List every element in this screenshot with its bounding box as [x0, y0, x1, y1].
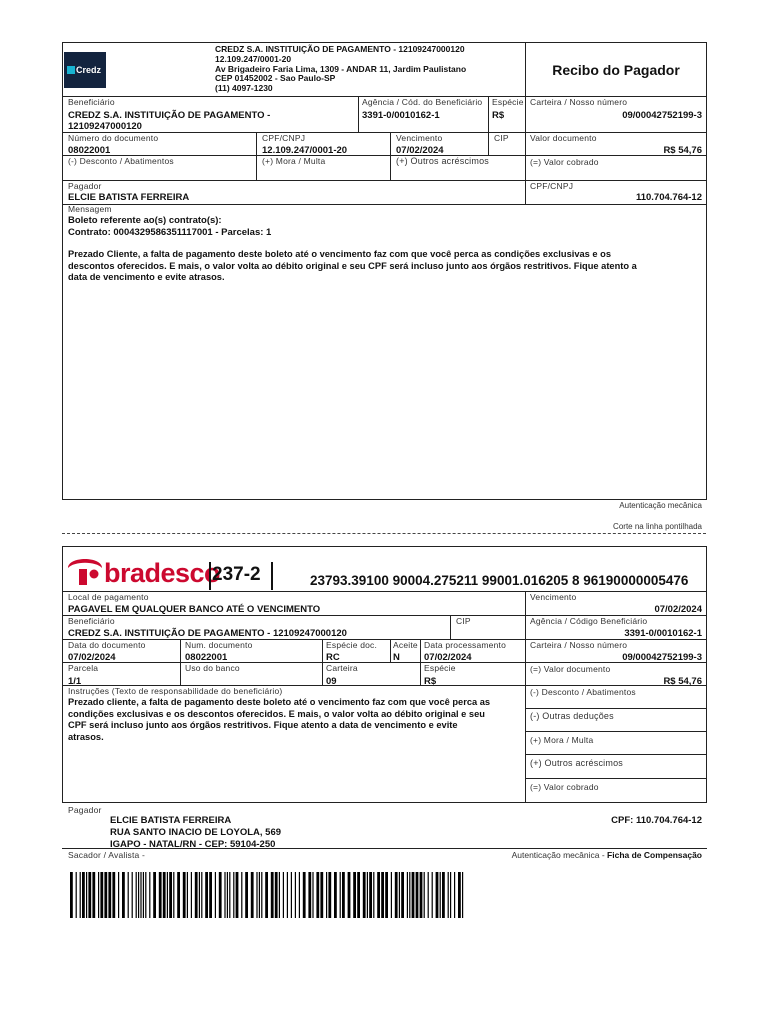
- barcode-bar: [450, 872, 451, 918]
- slip-agencia-label: Agência / Código Beneficiário: [530, 616, 648, 626]
- barcode-bar: [373, 872, 374, 918]
- slip-carteira-value: 09: [326, 676, 337, 687]
- company-line: 12.109.247/0001-20: [215, 53, 292, 64]
- barcode-bar: [215, 872, 216, 918]
- barcode-bar: [291, 872, 292, 918]
- barcode-bar: [153, 872, 156, 918]
- parcela-label: Parcela: [68, 663, 99, 673]
- barcode-bar: [201, 872, 202, 918]
- barcode-bar: [448, 872, 449, 918]
- num-doc-label: Num. documento: [185, 640, 253, 650]
- instrucoes-text: [68, 697, 490, 743]
- data-doc-value: 07/02/2024: [68, 652, 116, 663]
- barcode-bar: [416, 872, 419, 918]
- barcode-bar: [122, 872, 125, 918]
- barcode-bar: [143, 872, 144, 918]
- barcode-bar: [275, 872, 278, 918]
- instrucoes-line: Prezado cliente, a falta de pagamento deste boleto até o vencimento faz com que você perca as: [68, 697, 491, 707]
- barcode-bar: [224, 872, 225, 918]
- agencia-value: 3391-0/0010162-1: [362, 110, 440, 121]
- data-proc-value: 07/02/2024: [424, 652, 472, 663]
- slip-valordoc-value: R$ 54,76: [663, 676, 702, 687]
- slip-vencimento-label: Vencimento: [530, 592, 577, 602]
- barcode-bar: [138, 872, 139, 918]
- slip-outros-label: (+) Outros acréscimos: [530, 758, 623, 768]
- barcode-bar: [233, 872, 234, 918]
- barcode-bar: [442, 872, 445, 918]
- barcode-bar: [132, 872, 133, 918]
- barcode-bar: [259, 872, 260, 918]
- barcode-bar: [308, 872, 311, 918]
- barcode-bar: [256, 872, 257, 918]
- local-value: PAGAVEL EM QUALQUER BANCO ATÉ O VENCIMENTO: [68, 604, 321, 615]
- beneficiario-value-2: 12109247000120: [68, 121, 142, 132]
- slip-cobrado-label: (=) Valor cobrado: [530, 782, 599, 792]
- barcode-bar: [108, 872, 111, 918]
- pagador-value: ELCIE BATISTA FERREIRA: [68, 192, 190, 203]
- barcode-bar: [458, 872, 461, 918]
- receipt-autenticacao: Autenticação mecânica: [619, 501, 702, 510]
- numdoc-value: 08022001: [68, 145, 111, 156]
- barcode-bar: [407, 872, 408, 918]
- barcode-bar: [363, 872, 366, 918]
- slip-pagador-label: Pagador: [68, 805, 102, 815]
- barcode-bar: [145, 872, 146, 918]
- instrucoes-line: CPF será incluso junto aos órgãos restritivos. Fique atento a data de vencimento e evite: [68, 720, 458, 730]
- corte-label: Corte na linha pontilhada: [613, 522, 702, 531]
- uso-banco-label: Uso do banco: [185, 663, 240, 673]
- aceite-value: N: [393, 652, 400, 663]
- linha-digitavel: 23793.39100 90004.275211 99001.016205 8 96190000005476: [310, 573, 689, 588]
- carteira-nosso-label: Carteira / Nosso número: [530, 640, 628, 650]
- barcode-bar: [80, 872, 81, 918]
- slip-autenticacao-text: Autenticação mecânica -: [511, 850, 608, 860]
- pagador-label: Pagador: [68, 181, 102, 191]
- slip-cip-label: CIP: [456, 616, 471, 626]
- barcode-bar: [399, 872, 400, 918]
- parcela-value: 1/1: [68, 676, 82, 687]
- pag-cpf-label: CPF/CNPJ: [530, 181, 574, 191]
- data-proc-label: Data processamento: [424, 640, 507, 650]
- barcode-bar: [409, 872, 410, 918]
- barcode-bar: [328, 872, 331, 918]
- barcode-bar: [436, 872, 439, 918]
- bradesco-logo-icon: [64, 550, 106, 590]
- pag-cpf-value: 110.704.764-12: [635, 192, 702, 203]
- instrucoes-label: Instruções (Texto de responsabilidade do beneficiário): [68, 686, 283, 696]
- barcode-bar: [326, 872, 327, 918]
- barcode-bar: [462, 872, 463, 918]
- pagador-line: IGAPO - NATAL/RN - CEP: 59104-250: [110, 839, 276, 850]
- barcode-bar: [183, 872, 186, 918]
- local-label: Local de pagamento: [68, 592, 149, 602]
- barcode-bar: [241, 872, 242, 918]
- company-line: CEP 01452002 - Sao Paulo-SP: [215, 73, 336, 84]
- cobrado-label: (=) Valor cobrado: [530, 157, 599, 167]
- aceite-label: Aceite: [393, 640, 418, 650]
- ficha-label: Ficha de Compensação: [607, 850, 702, 860]
- mora-label: (+) Mora / Multa: [262, 156, 326, 166]
- barcode-bar: [191, 872, 192, 918]
- receipt-title: Recibo do Pagador: [552, 62, 680, 78]
- aviso-line: data de vencimento e evite atrasos.: [68, 272, 225, 282]
- slip-beneficiario-label: Beneficiário: [68, 616, 115, 626]
- barcode-bar: [195, 872, 198, 918]
- mensagem-line: Contrato: 0004329586351117001 - Parcelas: 1: [68, 226, 272, 238]
- instrucoes-line: atrasos.: [68, 731, 104, 742]
- company-line: (11) 4097-1230: [215, 83, 273, 94]
- barcode-bar: [377, 872, 380, 918]
- slip-beneficiario-value: CREDZ S.A. INSTITUIÇÃO DE PAGAMENTO - 12109247000120: [68, 628, 347, 639]
- slip-pagador-cpf: CPF: 110.704.764-12: [611, 815, 702, 826]
- barcode-bar: [385, 872, 388, 918]
- barcode-bar: [424, 872, 425, 918]
- barcode-bar: [316, 872, 319, 918]
- barcode-bar: [70, 872, 73, 918]
- beneficiario-label: Beneficiário: [68, 97, 115, 107]
- aviso-text: [68, 249, 637, 284]
- barcode-bar: [82, 872, 85, 918]
- barcode-bar: [136, 872, 137, 918]
- vencimento-value: 07/02/2024: [396, 145, 444, 156]
- especie-value: R$: [492, 110, 505, 121]
- barcode-bar: [265, 872, 268, 918]
- agencia-label: Agência / Cód. do Beneficiário: [362, 97, 483, 107]
- barcode-bar: [320, 872, 323, 918]
- credz-logo-text: Credz: [76, 65, 102, 75]
- slip-especie-value: R$: [424, 676, 437, 687]
- barcode-bar: [92, 872, 95, 918]
- slip-pagador-info: [110, 815, 281, 851]
- slip-desconto-label: (-) Desconto / Abatimentos: [530, 687, 636, 697]
- barcode-bar: [342, 872, 345, 918]
- barcode-bar: [159, 872, 162, 918]
- barcode-bar: [340, 872, 341, 918]
- instrucoes-line: condições exclusivas e os descontos oferecidos. E mais, o valor volta ao débito original e seu: [68, 708, 485, 719]
- barcode-bar: [357, 872, 360, 918]
- barcode-bar: [100, 872, 103, 918]
- barcode-bar: [163, 872, 166, 918]
- barcode-bar: [76, 872, 77, 918]
- slip-especie-label: Espécie: [424, 663, 456, 673]
- desconto-label: (-) Desconto / Abatimentos: [68, 156, 174, 166]
- barcode-bar: [236, 872, 239, 918]
- barcode-bar: [88, 872, 91, 918]
- barcode-bar: [312, 872, 313, 918]
- barcode-bar: [432, 872, 433, 918]
- barcode-bar: [187, 872, 188, 918]
- barcode-bar: [209, 872, 212, 918]
- barcode-bar: [440, 872, 441, 918]
- especie-label: Espécie: [492, 97, 524, 107]
- barcode-bar: [395, 872, 398, 918]
- barcode-bar: [295, 872, 296, 918]
- slip-carteira-label: Carteira: [326, 663, 358, 673]
- barcode-bar: [199, 872, 200, 918]
- mensagem-label: Mensagem: [68, 204, 112, 214]
- cut-line: [62, 533, 706, 534]
- company-line: Av Brigadeiro Faria Lima, 1309 - ANDAR 11, Jardim Paulistano: [215, 63, 467, 74]
- outros-label: (+) Outros acréscimos: [396, 156, 489, 166]
- especie-doc-value: RC: [326, 652, 340, 663]
- barcode-bar: [140, 872, 141, 918]
- barcode-bar: [454, 872, 455, 918]
- carteira-label: Carteira / Nosso número: [530, 97, 628, 107]
- barcode-bar: [348, 872, 351, 918]
- barcode-bar: [128, 872, 129, 918]
- barcode-bar: [412, 872, 415, 918]
- barcode-bar: [98, 872, 99, 918]
- barcode-bar: [177, 872, 180, 918]
- company-info: [215, 45, 466, 94]
- data-doc-label: Data do documento: [68, 640, 146, 650]
- barcode-bar: [367, 872, 368, 918]
- sacador-label: Sacador / Avalista -: [68, 850, 146, 860]
- barcode-bar: [112, 872, 115, 918]
- barcode-bar: [283, 872, 284, 918]
- bank-code: 237-2: [212, 564, 261, 585]
- slip-vencimento-value: 07/02/2024: [654, 604, 702, 615]
- barcode-bar: [169, 872, 172, 918]
- pagador-line: RUA SANTO INACIO DE LOYOLA, 569: [110, 827, 282, 838]
- barcode-bar: [251, 872, 254, 918]
- barcode-bar: [334, 872, 337, 918]
- barcode: [70, 872, 466, 918]
- barcode-bar: [205, 872, 208, 918]
- cpfcnpj-value: 12.109.247/0001-20: [262, 145, 348, 156]
- cip-label: CIP: [494, 133, 509, 143]
- slip-valordoc-label: (=) Valor documento: [530, 664, 611, 674]
- barcode-bar: [261, 872, 262, 918]
- numdoc-label: Número do documento: [68, 133, 159, 143]
- num-doc-value: 08022001: [185, 652, 228, 663]
- barcode-bar: [391, 872, 392, 918]
- barcode-bar: [287, 872, 288, 918]
- slip-mora-label: (+) Mora / Multa: [530, 735, 594, 745]
- company-line: CREDZ S.A. INSTITUIÇÃO DE PAGAMENTO - 12109247000120: [215, 44, 465, 54]
- barcode-bar: [303, 872, 306, 918]
- aviso-line: Prezado Cliente, a falta de pagamento deste boleto até o vencimento faz com que você perca as condições exclusivas e os: [68, 249, 612, 259]
- mensagem-text: [68, 215, 271, 238]
- especie-doc-label: Espécie doc.: [326, 640, 378, 650]
- slip-agencia-value: 3391-0/0010162-1: [624, 628, 702, 639]
- barcode-bar: [173, 872, 174, 918]
- vencimento-label: Vencimento: [396, 133, 443, 143]
- barcode-bar: [428, 872, 429, 918]
- barcode-bar: [86, 872, 87, 918]
- valordoc-label: Valor documento: [530, 133, 597, 143]
- barcode-bar: [381, 872, 384, 918]
- barcode-bar: [227, 872, 228, 918]
- pagador-line: ELCIE BATISTA FERREIRA: [110, 815, 232, 826]
- mensagem-line: Boleto referente ao(s) contrato(s):: [68, 215, 222, 226]
- carteira-value: 09/00042752199-3: [622, 110, 702, 121]
- barcode-bar: [104, 872, 107, 918]
- barcode-bar: [353, 872, 356, 918]
- barcode-bar: [219, 872, 222, 918]
- carteira-nosso-value: 09/00042752199-3: [622, 652, 702, 663]
- barcode-bar: [118, 872, 119, 918]
- barcode-bar: [149, 872, 150, 918]
- barcode-bar: [245, 872, 248, 918]
- credz-mark-icon: [67, 66, 75, 74]
- barcode-bar: [299, 872, 300, 918]
- barcode-bar: [167, 872, 168, 918]
- aviso-line: descontos oferecidos. E mais, o valor volta ao débito original e seu CPF será incluso junto aos órgãos restritivos. Fique atento a: [68, 260, 637, 271]
- credz-logo: [64, 52, 106, 88]
- barcode-bar: [369, 872, 372, 918]
- cpfcnpj-label: CPF/CNPJ: [262, 133, 306, 143]
- barcode-bar: [420, 872, 423, 918]
- beneficiario-value: CREDZ S.A. INSTITUIÇÃO DE PAGAMENTO -: [68, 110, 271, 121]
- deducoes-label: (-) Outras deduções: [530, 711, 614, 721]
- barcode-bar: [271, 872, 274, 918]
- bank-name: bradesco: [104, 558, 221, 588]
- barcode-bar: [401, 872, 404, 918]
- barcode-bar: [229, 872, 230, 918]
- valordoc-value: R$ 54,76: [663, 145, 702, 156]
- slip-autenticacao: [440, 850, 702, 860]
- barcode-bar: [279, 872, 280, 918]
